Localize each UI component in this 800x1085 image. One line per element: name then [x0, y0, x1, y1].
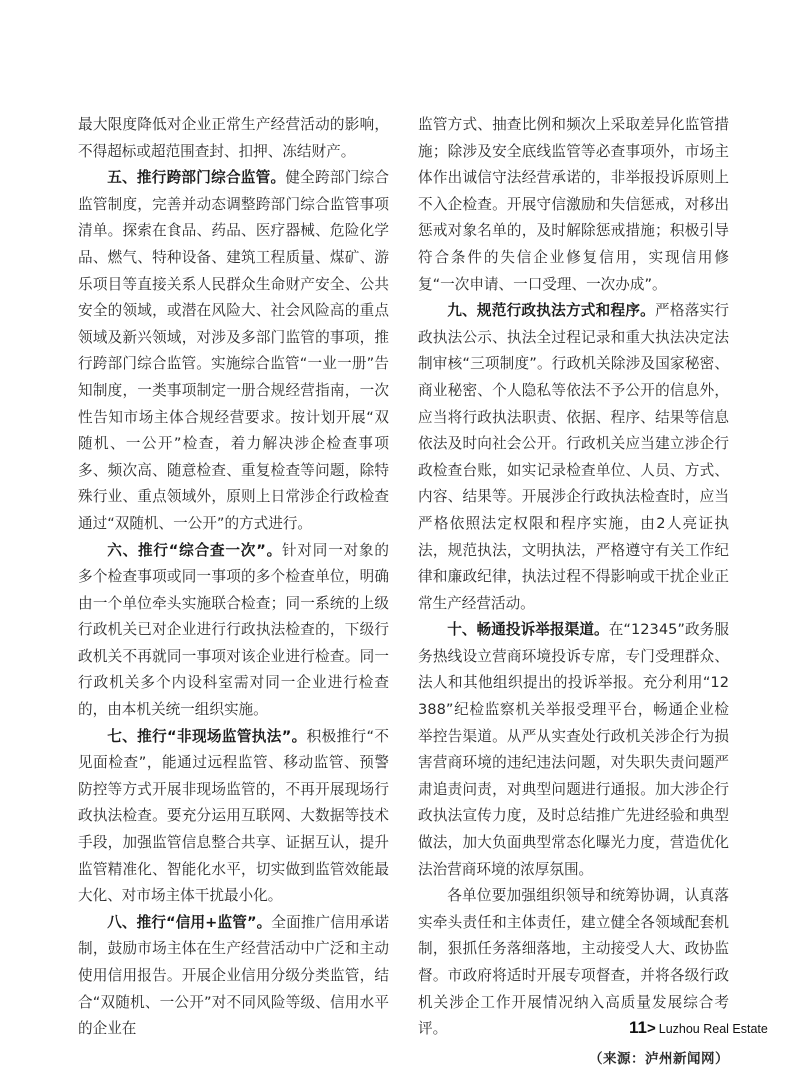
section-heading: 五、推行跨部门综合监管。 — [107, 169, 286, 187]
arrow-icon: > — [646, 1020, 656, 1037]
section-body: 严格落实行政执法公示、执法全过程记录和重大执法决定法制审核“三项制度”。行政机关除涉及国家秘密、商业秘密、个人隐私等依法不予公开的信息外，应当将行政执法职责、依据、程序、结果等信息依法及时向社会公开。行政机关应当建立涉企行政检查台账，如实记录检查单位、人员、方式、内容、结果等。开展涉企行政执法检查时，应当严格依照法定权限和程序实施，由2人亮证执法，规范执法，文明执法，严格遵守有关工作纪律和廉政纪律，执法过程不得影响或干扰企业正常生产经营活动。 — [418, 302, 729, 612]
section-ten — [418, 617, 729, 883]
paragraph-continued: 最大限度降低对企业正常生产经营活动的影响，不得超标或超范围查封、扣押、冻结财产。 — [78, 116, 389, 160]
section-seven — [78, 724, 389, 910]
paragraph-continued: 监管方式、抽查比例和频次上采取差异化监管措施；除涉及安全底线监管等必查事项外，市场主体作出诚信守法经营承诺的，非举报投诉原则上不入企检查。开展守信激励和失信惩戒，对移出惩戒对象名单的，及时解除惩戒措施；积极引导符合条件的失信企业修复信用，实现信用修复“一次申请、一口受理、一次办成”。 — [418, 116, 729, 293]
section-heading: 十、畅通投诉举报渠道。 — [447, 621, 609, 639]
section-eight — [78, 910, 389, 1043]
section-body: 健全跨部门综合监管制度，完善并动态调整跨部门综合监管事项清单。探索在食品、药品、医疗器械、危险化学品、燃气、特种设备、建筑工程质量、煤矿、游乐项目等直接关系人民群众生命财产安全、公共安全的领域，或潜在风险大、社会风险高的重点领域及新兴领域，对涉及多部门监管的事项，推行跨部门综合监管。实施综合监管“一业一册”告知制度，一类事项制定一册合规经营指南，一次性告知市场主体合规经营要求。按计划开展“双随机、一公开”检查，着力解决涉企检查事项多、频次高、随意检查、重复检查等问题，除特殊行业、重点领域外，原则上日常涉企行政检查通过“双随机、一公开”的方式进行。 — [78, 169, 389, 532]
closing-paragraph: 各单位要加强组织领导和统筹协调，认真落实牵头责任和主体责任，建立健全各领域配套机制，狠抓任务落细落地，主动接受人大、政协监督。市政府将适时开展专项督查，并将各级行政机关涉企工作开展情况纳入高质量发展综合考评。 — [418, 887, 729, 1038]
page-number: 11 — [629, 1018, 647, 1037]
right-column — [418, 112, 729, 1072]
section-heading: 九、规范行政执法方式和程序。 — [447, 302, 656, 320]
source-credit: （来源：泸州新闻网） — [589, 1050, 729, 1067]
publication-title: Luzhou Real Estate — [658, 1022, 768, 1036]
section-five — [78, 165, 389, 537]
section-body: 针对同一对象的多个检查事项或同一事项的多个检查单位，明确由一个单位牵头实施联合检查；同一系统的上级行政机关已对企业进行行政执法检查的，下级行政机关不再就同一事项对该企业进行检查。同一行政机关多个内设科室需对同一企业进行检查的，由本机关统一组织实施。 — [78, 541, 389, 719]
section-heading: 六、推行“综合查一次”。 — [107, 541, 282, 559]
section-body: 全面推广信用承诺制，鼓励市场主体在生产经营活动中广泛和主动使用信用报告。开展企业信用分级分类监管，结合“双随机、一公开”对不同风险等级、信用水平的企业在 — [78, 913, 389, 1038]
section-nine — [418, 298, 729, 617]
section-body: 积极推行“不见面检查”，能通过远程监管、移动监管、预警防控等方式开展非现场监管的，不再开展现场行政执法检查。要充分运用互联网、大数据等技术手段，加强监管信息整合共享、证据互认，提升监管精准化、智能化水平，切实做到监管效能最大化、对市场主体干扰最小化。 — [78, 727, 390, 905]
page-footer — [629, 1018, 768, 1038]
left-column — [78, 112, 389, 1043]
section-heading: 七、推行“非现场监管执法”。 — [107, 727, 307, 745]
section-six — [78, 538, 389, 724]
section-heading: 八、推行“信用+监管”。 — [107, 913, 272, 931]
section-body: 在“12345”政务服务热线设立营商环境投诉专席，专门受理群众、法人和其他组织提出的投诉举报。充分利用“12388”纪检监察机关举报受理平台，畅通企业检举控告渠道。从严从实查处行政机关涉企行为损害营商环境的违纪违法问题，对失职失责问题严肃追责问责，对典型问题进行通报。加大涉企行政执法宣传力度，及时总结推广先进经验和典型做法，加大负面典型常态化曝光力度，营造优化法治营商环境的浓厚氛围。 — [418, 621, 729, 878]
